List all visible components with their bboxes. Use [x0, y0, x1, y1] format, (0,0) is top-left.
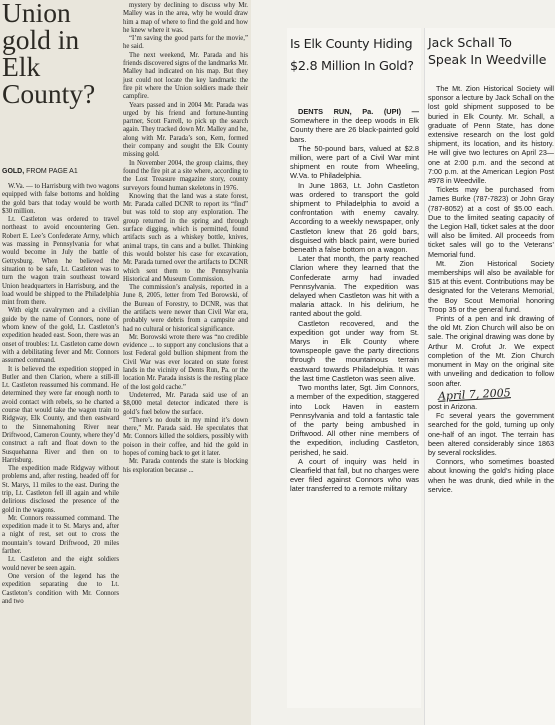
jump-line — [2, 168, 122, 175]
right-clipping — [424, 28, 555, 725]
paragraph: Years passed and in 2004 Mr. Parada was urged by his friend and fortune-hunting partner, Scott Farrell, to pick up the search again. They tracked down Mr. Malley and he, along with Mr. Parada’s son, Kem, formed their company and sought the Elk County missing gold. — [123, 101, 248, 159]
paragraph: W.Va. — to Harrisburg with two wagons equipped with false bottoms and holding the gold bars that today would be worth $30 million. — [2, 183, 120, 215]
handwritten-date-line — [428, 385, 554, 403]
paragraph: Tickets may be purchased from James Burke (787-7823) or John Gray (787-8052) at a cost of $5.00 each. Due to the limited seating capacity of the Legion Hall, ticket sales at the door will also be limited. All proceeds from ticket sales will go to the Veterans’ Memorial fund. — [428, 185, 554, 259]
paragraph: post in Arizona. — [428, 401, 478, 411]
paragraph: The expedition made Ridgway without problems and, after resting, headed off for St. Marys, 11 miles to the east. During the trip, Lt. Castleton fell ill again and while delirious disclosed the presence of the gold in the wagons. — [2, 465, 119, 514]
right-article-body — [428, 84, 554, 494]
paragraph: Mt. Zion Historical Society memberships will also be available for $15 at this event. Contributions may be designated for the Veterans Memorial, the Boy Scout Memorial honoring Troop 35 or the general fund. — [428, 258, 554, 314]
paragraph: In November 2004, the group claims, they found the fire pit at a site where, according to the Lost Treasure magazine story, county surveyors found human skeletons in 1976. — [123, 159, 248, 192]
paragraph: Knowing that the land was a state forest, Mr. Parada called DCNR to report its “find” but was told to stop any exploration. The group returned in the spring and through surface digging, which is permitted, found artifacts such as a whiskey bottle, knives, animal traps, tin cans and a bullet. Thinking this would bolster his case for excavation, Mr. Parada turned over the artifacts to DCNR which sent them to the Pennsylvania Historical and Museum Commission. — [123, 192, 248, 283]
paragraph: The next weekend, Mr. Parada and his friends discovered signs of the landmarks Mr. Malley had indicated on his map. But they just could not locate the key landmark: the fire pit where the Union soldiers made their campfire. — [123, 51, 248, 101]
paragraph: “I’m saving the good parts for the movie,” he said. — [123, 35, 248, 51]
left-column-2 — [123, 2, 248, 475]
paragraph: Later that month, the party reached Clarion where they learned that the Confederate army had invaded Pennsylvania. The expedition was delayed when Castleton was hit with a malaria attack. In his delirium, he ranted about the gold. — [290, 254, 419, 319]
paragraph: The 50-pound bars, valued at $2.8 million, were part of a Civil War mint shipment en route from Wheeling, W.Va. to Philadelphia. — [290, 143, 419, 181]
paragraph: The commission’s analysis, reported in a June 8, 2005, letter from Ted Borowski, of the Bureau of Forestry, to DCNR, was that the artifacts were newer than Civil War era, probably were debris from a campsite and had no cultural or historical significance. — [123, 284, 248, 333]
paragraph: Lt. Castleton and the eight soldiers would never be seen again. — [2, 556, 119, 572]
paragraph: Mr. Parada contends the state is blocking his exploration because ... — [123, 458, 248, 474]
paragraph — [290, 107, 419, 144]
paragraph: Mr. Borowski wrote there was “no credible evidence ... to support any conclusions that a lost Federal gold bullion shipment from the Civil War was ever located on state forest lands in the vicinity of Dents Run, Pa. or the location Mr. Parada insists is the resting place of the lost gold cache.” — [123, 333, 248, 391]
paragraph: Prints of a pen and ink drawing of the old Mt. Zion Church will also be on sale. The original drawing was done by Arthur M. Crofut Jr. We expect completion of the Mt. Zion Church monument in May on the original site with unveiling and dedication to follow soon after. — [428, 314, 554, 388]
middle-article-body — [290, 107, 419, 494]
left-clipping — [0, 0, 251, 725]
paragraph: Castleton recovered, and the expedition got under way from St. Marys in Elk County where townspeople gave the party directions through the mountainous terrain eastward towards Philadelphia. It was the last time Castleton was seen alive. — [290, 318, 419, 383]
paragraph: The Mt. Zion Historical Society will sponsor a lecture by Jack Schall on the lost gold shipment supposed to be buried in Elk County. Mr. Schall, a graduate of Penn State, has done extensive research on the lost gold shipment, its location, and its history. He will give two lectures on April 23—one at 2:00 p.m. and the second at 7:00 p.m. at the American Legion Post #978 in Weedville. — [428, 84, 554, 186]
paragraph: In June 1863, Lt. John Castleton was ordered to transport the gold shipment to Philadelphia to avoid a confrontation with enemy cavalry. According to a weekly newspaper, only Castleton knew that 26 gold bars, disguised with black paint, were buried beneath a false bottom on a wagon. — [290, 180, 419, 255]
right-headline: Jack Schall To Speak In Weedville — [428, 35, 547, 67]
paragraph: One version of the legend has the expedition separating due to Lt. Castleton’s condition with Mr. Connors and two — [2, 572, 119, 605]
paragraph: mystery by declining to discuss why Mr. Malley was in the area, why he would draw him a map of where to find the gold and how he knew where it was. — [123, 2, 248, 34]
paragraph: Two months later, Sgt. Jim Connors, a member of the expedition, staggered into Lock Haven in eastern Pennsylvania and told a fantastic tale of the party being ambushed in Driftwood. All other nine members of the expedition, including Castleton, perished, he said. — [290, 383, 419, 457]
lead-text: Somewhere in the deep woods in Elk County there are 26 black-painted gold bars. — [290, 116, 419, 144]
paragraph: Mr. Connors reassumed command. The expedition made it to St. Marys and, after a night of rest, set out to cross the mountain’s toward Driftwood, 20 miles farther. — [2, 514, 119, 556]
paragraph: It is believed the expedition stopped in Butler and then Clarion, where a still-ill Lt. Castleton reassumed his command. He determined they were far enough north to avoid contact with rebels, so he charted a course that would take the wagon train to Ridgway, Elk County, and then eastward to the Sinnemahoning River near Driftwood, Cameron County, where they’d construct a raft and float down to the Susquehanna River and then on to Harrisburg. — [2, 365, 119, 464]
paragraph: “There’s no doubt in my mind it’s down there,” Mr. Parada said. He speculates that Mr. Connors killed the soldiers, possibly with poison in their coffee, and hid the gold in hopes of coming back to get it later. — [123, 416, 248, 458]
middle-headline: Is Elk County Hiding $2.8 Million In Gold? — [290, 37, 414, 74]
paragraph: Lt. Castleton was ordered to travel northeast to avoid encountering Gen. Robert E. Lee’s Confederate Army, which was massing in Pennsylvania for what would become in July the battle of Gettysburg. When he believed the situation to be safe, Lt. Castleton was to turn the wagon train southeast toward Union headquarters in Harrisburg, and the load would be shipped to the Philadelphia mint from there. — [2, 216, 119, 307]
jump-label: GOLD, — [2, 168, 25, 175]
paragraph: With eight cavalrymen and a civilian guide by the name of Connors, none of whom knew of the gold, Lt. Castleton’s expedition headed east. Soon, there was an onset of troubles: Lt. Castleton came down with a debilitating fever and Mr. Connors assumed command. — [2, 307, 119, 365]
left-column-1 — [2, 183, 119, 606]
paragraph: A court of inquiry was held in Clearfield that fall, but no charges were ever filed against Connors who was later transferred to a remote military — [290, 456, 419, 494]
middle-clipping — [287, 28, 421, 708]
jump-rest: FROM PAGE A1 — [26, 168, 78, 175]
paragraph: Fc several years the government searched for the gold, turning up only one-half of an ingot. The terrain has been altered considerably since 1863 by several rockslides. — [428, 411, 554, 457]
paragraph: Connors, who sometimes boasted about knowing the gold’s hiding place when he was drunk, died while in the service. — [428, 457, 554, 494]
paragraph: Undeterred, Mr. Parada said use of an $8,000 metal detector indicated there is gold’s fuel below the surface. — [123, 391, 248, 416]
handwritten-date: April 7, 2005 — [437, 385, 512, 403]
dateline: DENTS RUN, Pa. (UPI) — — [298, 107, 419, 116]
left-headline: Union gold in Elk County? — [2, 0, 96, 109]
